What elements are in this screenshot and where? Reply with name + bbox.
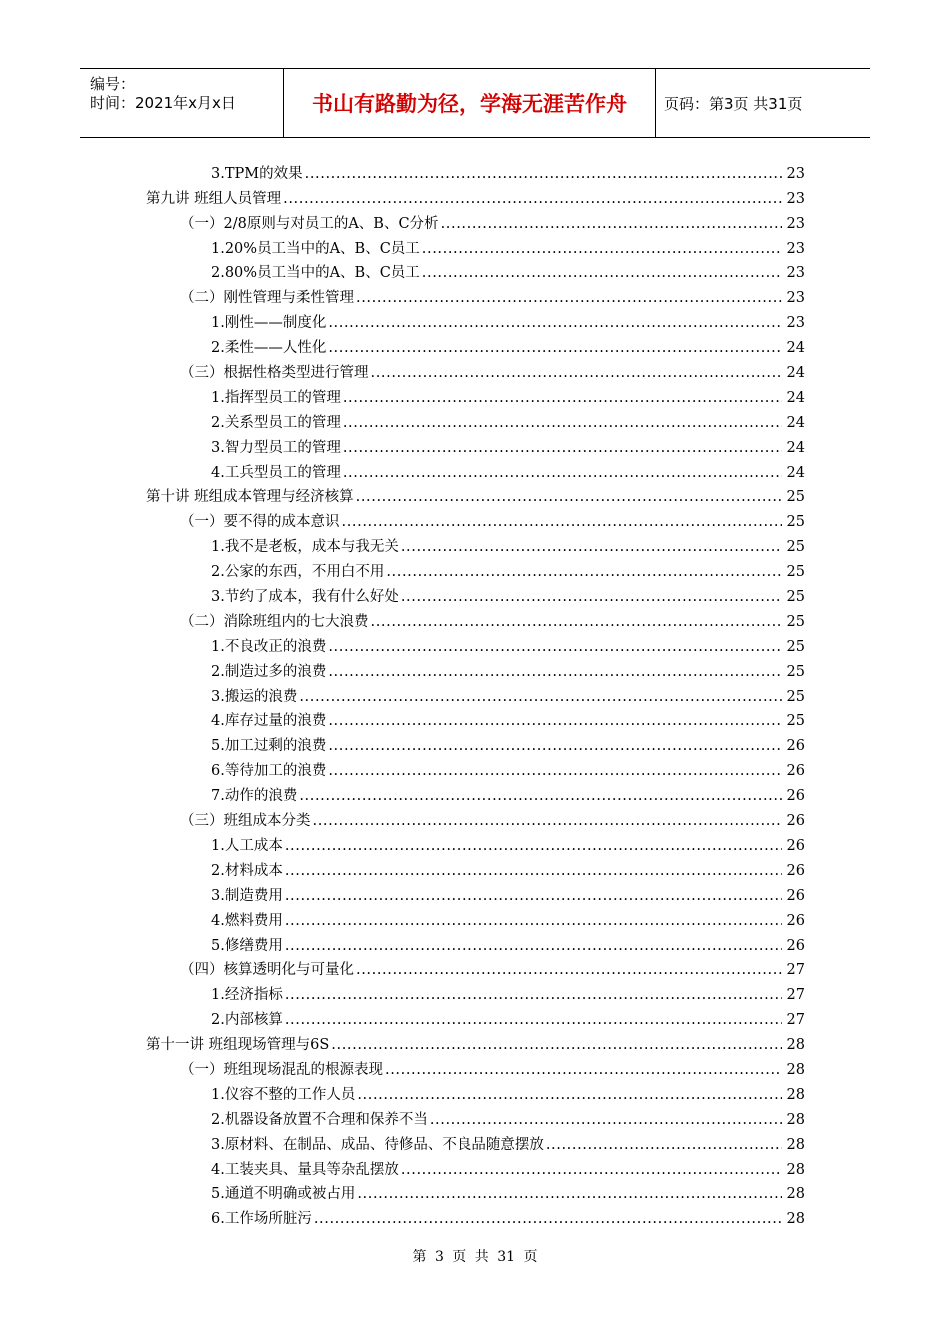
toc-page-number: 25	[786, 613, 805, 630]
toc-item-row[interactable]	[0, 979, 805, 1004]
toc-page-number: 23	[786, 190, 805, 207]
toc-entry-title: （四）核算透明化与可量化	[180, 962, 354, 979]
toc-dot-leader	[299, 787, 782, 805]
toc-dot-leader	[313, 812, 783, 830]
toc-page-number: 28	[786, 1161, 805, 1178]
toc-entry-title: 2.柔性——人性化	[211, 340, 327, 357]
toc-entry-title: 3.智力型员工的管理	[211, 439, 341, 456]
toc-section-row[interactable]	[0, 208, 805, 233]
toc-section-row[interactable]	[0, 805, 805, 830]
toc-dot-leader	[422, 240, 782, 258]
toc-item-row[interactable]	[0, 382, 805, 407]
toc-entry-title: 1.经济指标	[211, 987, 283, 1004]
toc-dot-leader	[285, 986, 782, 1004]
toc-entry-title: 6.等待加工的浪费	[211, 763, 327, 780]
toc-entry-title: 6.工作场所脏污	[211, 1211, 312, 1228]
toc-entry-title: （一）2/8原则与对员工的A、B、C分析	[180, 215, 439, 232]
toc-item-row[interactable]	[0, 258, 805, 283]
toc-dot-leader	[401, 588, 782, 606]
toc-dot-leader	[314, 1210, 782, 1228]
toc-entry-title: 4.燃料费用	[211, 912, 283, 929]
toc-page-number: 27	[786, 1012, 805, 1029]
toc-page-number: 26	[786, 912, 805, 929]
toc-page-number: 25	[786, 688, 805, 705]
toc-entry-title: 1.指挥型员工的管理	[211, 389, 341, 406]
toc-dot-leader	[401, 1161, 782, 1179]
toc-chapter-row[interactable]	[0, 482, 805, 507]
toc-item-row[interactable]	[0, 880, 805, 905]
toc-page-number: 25	[786, 713, 805, 730]
toc-page-number: 26	[786, 788, 805, 805]
toc-entry-title: 1.20%员工当中的A、B、C员工	[211, 240, 420, 257]
toc-entry-title: 4.工兵型员工的管理	[211, 464, 341, 481]
header-motto-cell	[283, 69, 656, 137]
toc-entry-title: 3.搬运的浪费	[211, 688, 298, 705]
toc-dot-leader	[328, 638, 782, 656]
toc-page-number: 23	[786, 215, 805, 232]
toc-dot-leader	[305, 165, 782, 183]
toc-entry-title: 5.加工过剩的浪费	[211, 738, 327, 755]
toc-dot-leader	[343, 439, 782, 457]
header-page-info: 页码：第3页 共31页	[664, 94, 803, 113]
toc-item-row[interactable]	[0, 930, 805, 955]
toc-dot-leader	[285, 862, 782, 880]
toc-page-number: 28	[786, 1186, 805, 1203]
toc-page-number: 25	[786, 514, 805, 531]
time-label: 时间：2021年x月x日	[90, 94, 236, 112]
serial-label: 编号：	[90, 75, 136, 93]
toc-page-number: 25	[786, 663, 805, 680]
toc-dot-leader	[343, 414, 782, 432]
toc-entry-title: （三）班组成本分类	[180, 813, 311, 830]
toc-dot-leader	[357, 1185, 782, 1203]
toc-section-row[interactable]	[0, 506, 805, 531]
toc-entry-title: 1.仪容不整的工作人员	[211, 1086, 356, 1103]
toc-dot-leader	[328, 663, 782, 681]
toc-page-number: 24	[786, 340, 805, 357]
toc-item-row[interactable]	[0, 581, 805, 606]
toc-page-number: 26	[786, 887, 805, 904]
toc-entry-title: 第十讲 班组成本管理与经济核算	[146, 489, 354, 506]
toc-page-number: 28	[786, 1136, 805, 1153]
toc-entry-title: 第九讲 班组人员管理	[146, 190, 282, 207]
toc-dot-leader	[328, 762, 782, 780]
toc-entry-title: 1.不良改正的浪费	[211, 638, 327, 655]
toc-item-row[interactable]	[0, 307, 805, 332]
toc-section-row[interactable]	[0, 1054, 805, 1079]
toc-page-number: 25	[786, 589, 805, 606]
header-meta-cell	[80, 69, 283, 137]
toc-item-row[interactable]	[0, 730, 805, 755]
toc-item-row[interactable]	[0, 432, 805, 457]
toc-dot-leader	[356, 961, 782, 979]
toc-item-row[interactable]	[0, 1004, 805, 1029]
toc-page-number: 24	[786, 365, 805, 382]
toc-entry-title: （二）刚性管理与柔性管理	[180, 290, 354, 307]
toc-page-number: 23	[786, 165, 805, 182]
toc-item-row[interactable]	[0, 830, 805, 855]
toc-entry-title: 2.内部核算	[211, 1012, 283, 1029]
toc-page-number: 26	[786, 937, 805, 954]
toc-page-number: 24	[786, 464, 805, 481]
toc-page-number: 26	[786, 837, 805, 854]
toc-item-row[interactable]	[0, 332, 805, 357]
toc-dot-leader	[285, 837, 782, 855]
toc-page-number: 23	[786, 240, 805, 257]
toc-dot-leader	[422, 264, 782, 282]
toc-entry-title: 2.材料成本	[211, 862, 283, 879]
toc-page-number: 28	[786, 1211, 805, 1228]
toc-page-number: 24	[786, 389, 805, 406]
toc-dot-leader	[285, 912, 782, 930]
toc-dot-leader	[328, 737, 782, 755]
toc-entry-title: （一）要不得的成本意识	[180, 514, 340, 531]
toc-page-number: 24	[786, 439, 805, 456]
toc-dot-leader	[283, 190, 782, 208]
toc-dot-leader	[357, 1086, 782, 1104]
toc-entry-title: 5.修缮费用	[211, 937, 283, 954]
toc-item-row[interactable]	[0, 780, 805, 805]
toc-section-row[interactable]	[0, 606, 805, 631]
toc-entry-title: 1.刚性——制度化	[211, 315, 327, 332]
toc-page-number: 27	[786, 962, 805, 979]
toc-entry-title: 3.TPM的效果	[211, 165, 303, 182]
toc-page-number: 27	[786, 987, 805, 1004]
toc-page-number: 23	[786, 265, 805, 282]
toc-dot-leader	[342, 513, 783, 531]
toc-entry-title: 第十一讲 班组现场管理与6S	[146, 1037, 330, 1054]
toc-section-row[interactable]	[0, 955, 805, 980]
toc-dot-leader	[331, 1036, 782, 1054]
toc-chapter-row[interactable]	[0, 1029, 805, 1054]
toc-page-number: 28	[786, 1061, 805, 1078]
toc-entry-title: 4.工装夹具、量具等杂乱摆放	[211, 1161, 399, 1178]
toc-entry-title: 4.库存过量的浪费	[211, 713, 327, 730]
toc-page-number: 26	[786, 763, 805, 780]
toc-item-row[interactable]	[0, 855, 805, 880]
toc-dot-leader	[285, 887, 782, 905]
toc-entry-title: 2.关系型员工的管理	[211, 414, 341, 431]
toc-dot-leader	[386, 563, 782, 581]
toc-entry-title: 2.制造过多的浪费	[211, 663, 327, 680]
toc-entry-title: （一）班组现场混乱的根源表现	[180, 1061, 383, 1078]
toc-page-number: 28	[786, 1086, 805, 1103]
toc-page-number: 24	[786, 414, 805, 431]
toc-dot-leader	[401, 538, 782, 556]
toc-page-number: 26	[786, 862, 805, 879]
toc-page-number: 23	[786, 290, 805, 307]
toc-item-row[interactable]	[0, 233, 805, 258]
toc-page-number: 25	[786, 489, 805, 506]
toc-dot-leader	[285, 937, 782, 955]
toc-item-row[interactable]	[0, 1203, 805, 1228]
toc-item-row[interactable]	[0, 1079, 805, 1104]
toc-item-row[interactable]	[0, 1154, 805, 1179]
toc-entry-title: 7.动作的浪费	[211, 788, 298, 805]
toc-page-number: 25	[786, 638, 805, 655]
toc-entry-title: （二）消除班组内的七大浪费	[180, 613, 369, 630]
toc-chapter-row[interactable]	[0, 183, 805, 208]
toc-entry-title: 2.80%员工当中的A、B、C员工	[211, 265, 420, 282]
toc-dot-leader	[328, 339, 782, 357]
toc-page-number: 28	[786, 1037, 805, 1054]
toc-entry-title: 2.公家的东西，不用白不用	[211, 564, 385, 581]
toc-item-row[interactable]	[0, 706, 805, 731]
toc-dot-leader	[371, 613, 783, 631]
toc-entry-title: 3.原材料、在制品、成品、待修品、不良品随意摆放	[211, 1136, 544, 1153]
toc-item-row[interactable]	[0, 631, 805, 656]
toc-dot-leader	[343, 464, 782, 482]
toc-dot-leader	[371, 364, 783, 382]
toc-page-number: 25	[786, 539, 805, 556]
toc-dot-leader	[299, 688, 782, 706]
toc-item-row[interactable]	[0, 457, 805, 482]
toc-item-row[interactable]	[0, 656, 805, 681]
toc-entry-title: 1.人工成本	[211, 837, 283, 854]
toc-entry-title: 1.我不是老板，成本与我无关	[211, 539, 399, 556]
toc-item-row[interactable]	[0, 755, 805, 780]
toc-item-row[interactable]	[0, 158, 805, 183]
toc-dot-leader	[356, 488, 782, 506]
toc-item-row[interactable]	[0, 905, 805, 930]
toc-page-number: 28	[786, 1111, 805, 1128]
toc-entry-title: 3.节约了成本，我有什么好处	[211, 589, 399, 606]
toc-item-row[interactable]	[0, 556, 805, 581]
page-footer: 第 3 页 共 31 页	[412, 1249, 538, 1265]
toc-item-row[interactable]	[0, 1179, 805, 1204]
toc-section-row[interactable]	[0, 357, 805, 382]
toc-dot-leader	[285, 1011, 782, 1029]
toc-entry-title: 3.制造费用	[211, 887, 283, 904]
toc-dot-leader	[430, 1111, 782, 1129]
toc-section-row[interactable]	[0, 282, 805, 307]
toc-item-row[interactable]	[0, 407, 805, 432]
toc-item-row[interactable]	[0, 681, 805, 706]
toc-dot-leader	[385, 1061, 782, 1079]
toc-page-number: 26	[786, 738, 805, 755]
toc-dot-leader	[328, 712, 782, 730]
toc-entry-title: 5.通道不明确或被占用	[211, 1186, 356, 1203]
toc-page-number: 26	[786, 813, 805, 830]
page-header	[80, 68, 870, 138]
toc-page-number: 25	[786, 564, 805, 581]
motto-text: 书山有路勤为径，学海无涯苦作舟	[312, 92, 627, 116]
toc-dot-leader	[546, 1136, 782, 1154]
toc-item-row[interactable]	[0, 531, 805, 556]
toc-entry-title: 2.机器设备放置不合理和保养不当	[211, 1111, 428, 1128]
toc-item-row[interactable]	[0, 1129, 805, 1154]
toc-dot-leader	[328, 314, 782, 332]
toc-dot-leader	[343, 389, 782, 407]
toc-dot-leader	[441, 215, 782, 233]
toc-dot-leader	[356, 289, 782, 307]
toc-page-number: 23	[786, 315, 805, 332]
toc-entry-title: （三）根据性格类型进行管理	[180, 365, 369, 382]
table-of-contents	[0, 158, 950, 1228]
toc-item-row[interactable]	[0, 1104, 805, 1129]
